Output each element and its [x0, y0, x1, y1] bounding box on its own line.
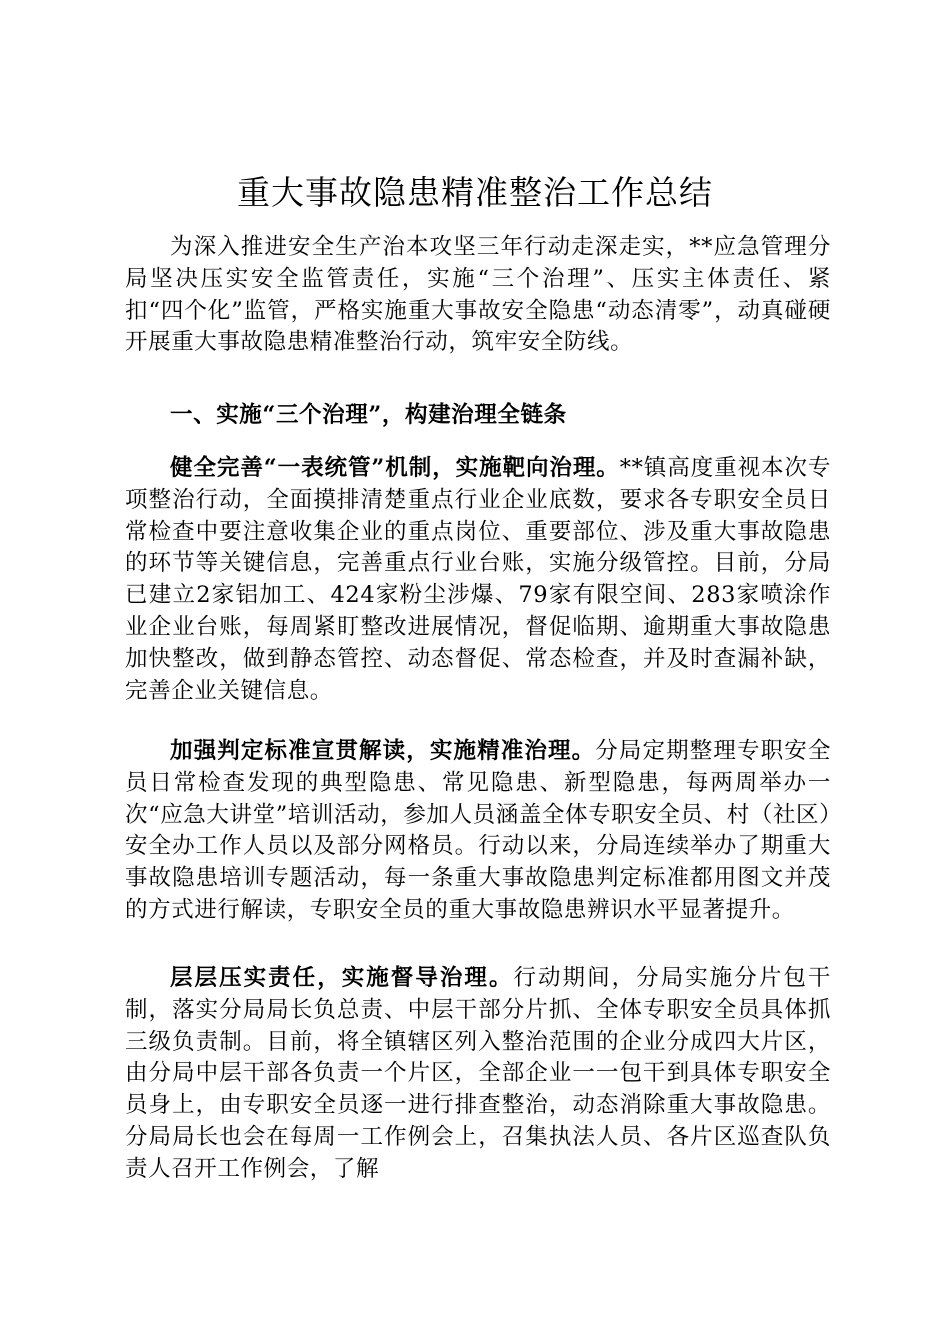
intro-paragraph: 为深入推进安全生产治本攻坚三年行动走深走实，**应急管理分局坚决压实安全监管责任，实施“三个治理”、压实主体责任、紧扣“四个化”监管，严格实施重大事故安全隐患“动态清零”，动真碰硬开展重大事故隐患精准整治行动，筑牢安全防线。 [125, 234, 831, 356]
document-title: 重大事故隐患精准整治工作总结 [237, 173, 713, 212]
paragraph-body: 行动期间，分局实施分片包干制，落实分局局长负总责、中层干部分片抓、全体专职安全员具体抓三级负责制。目前，将全镇辖区列入整治范围的企业分成四大片区，由分局中层干部各负责一个片区，全部企业一一包干到具体专职安全员身上，由专职安全员逐一进行排查整治，动态消除重大事故隐患。分局局长也会在每周一工作例会上，召集执法人员、各片区巡查队负责人召开工作例会，了解 [125, 965, 831, 1182]
section-paragraph [125, 963, 831, 1186]
paragraph-lead: 健全完善“一表统管”机制，实施靶向治理。 [170, 455, 620, 481]
section-one-heading: 一、实施“三个治理”，构建治理全链条 [170, 402, 567, 428]
section-paragraph [125, 453, 831, 707]
paragraph-lead: 加强判定标准宣贯解读，实施精准治理。 [170, 738, 596, 764]
paragraph-lead: 层层压实责任，实施督导治理。 [170, 965, 514, 991]
section-paragraph [125, 736, 831, 927]
paragraph-body: **镇高度重视本次专项整治行动，全面摸排清楚重点行业企业底数，要求各专职安全员日常检查中要注意收集企业的重点岗位、重要部位、涉及重大事故隐患的环节等关键信息，完善重点行业台账，实施分级管控。目前，分局已建立2家铝加工、424家粉尘涉爆、79家有限空间、283家喷涂作业企业台账，每周紧盯整改进展情况，督促临期、逾期重大事故隐患加快整改，做到静态管控、动态督促、常态检查，并及时查漏补缺，完善企业关键信息。 [125, 455, 831, 704]
paragraph-body: 分局定期整理专职安全员日常检查发现的典型隐患、常见隐患、新型隐患，每两周举办一次“应急大讲堂”培训活动，参加人员涵盖全体专职安全员、村（社区）安全办工作人员以及部分网格员。行动以来，分局连续举办了期重大事故隐患培训专题活动，每一条重大事故隐患判定标准都用图文并茂的方式进行解读，专职安全员的重大事故隐患辨识水平显著提升。 [125, 738, 831, 923]
